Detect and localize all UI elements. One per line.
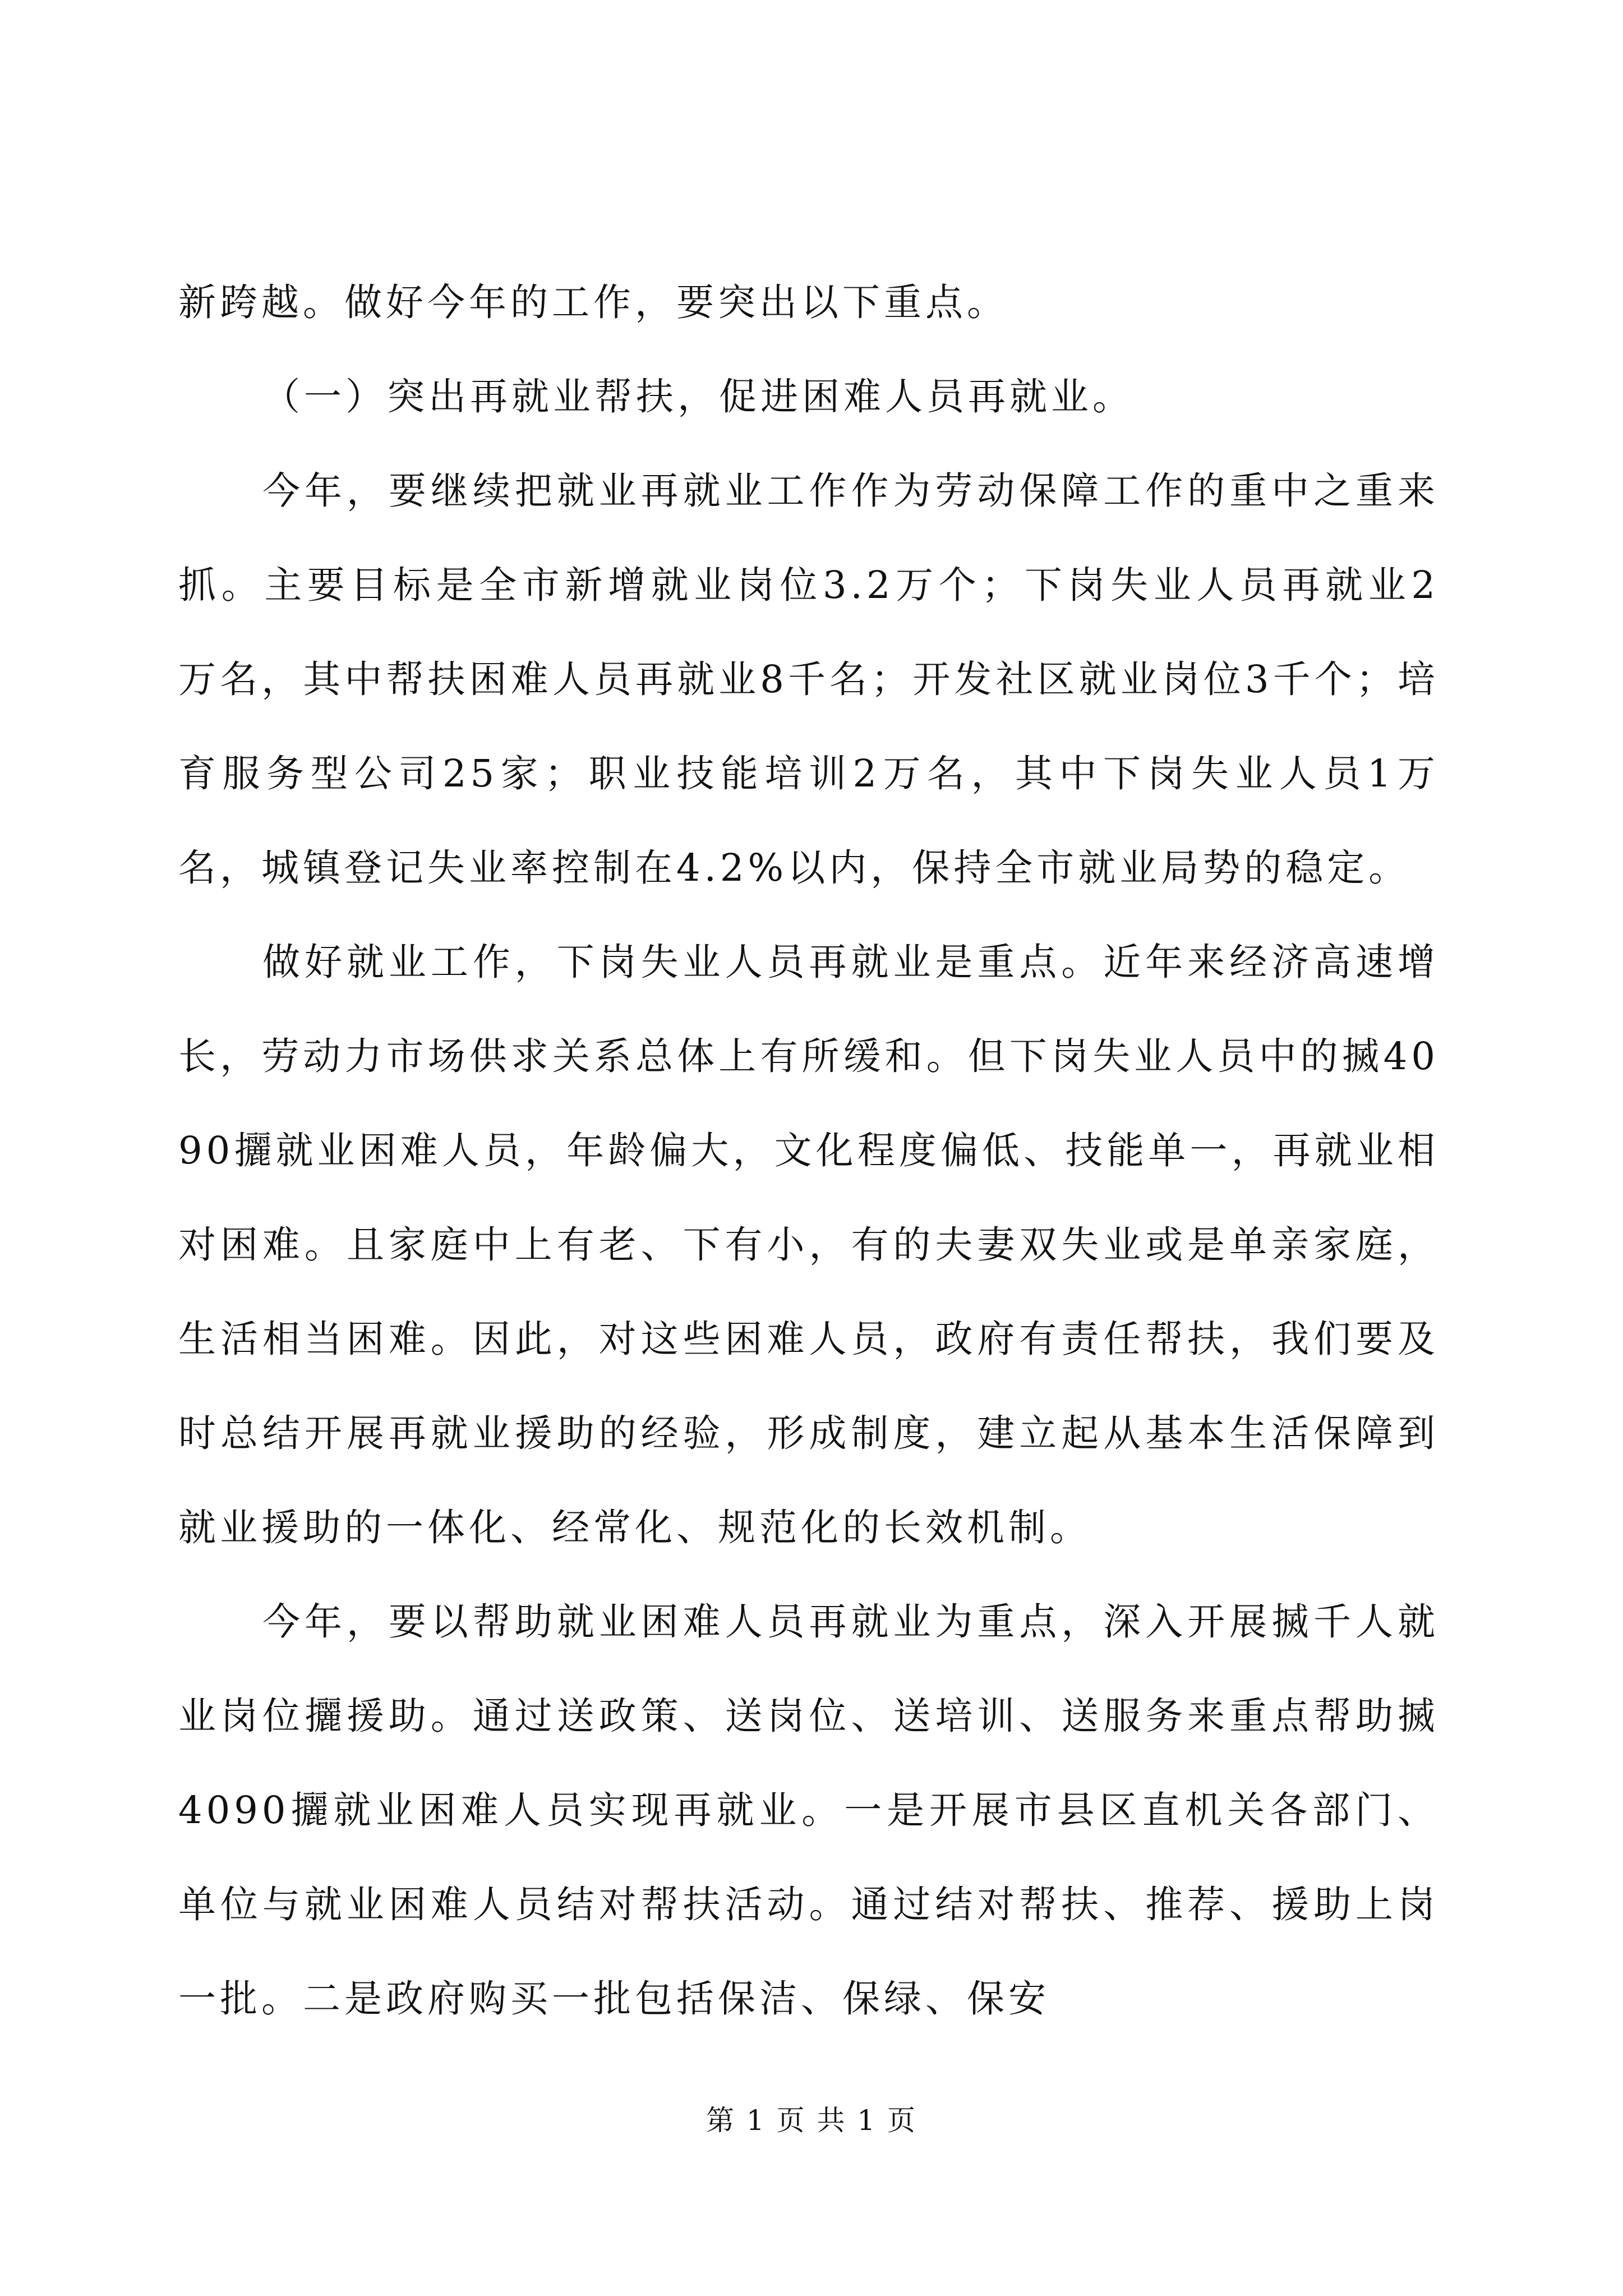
paragraph-continuation: 新跨越。做好今年的工作，要突出以下重点。 (178, 280, 1008, 324)
document-body (178, 255, 1439, 2046)
paragraph-focus: 做好就业工作，下岗失业人员再就业是重点。近年来经济高速增长，劳动力市场供求关系总体上有所缓和。但下岗失业人员中的搣4090攦就业困难人员，年龄偏大，文化程度偏低、技能单一，再就业相对困难。且家庭中上有老、下有小，有的夫妻双失业或是单亲家庭，生活相当困难。因此，对这些困难人员，政府有责任帮扶，我们要及时总结开展再就业援助的经验，形成制度，建立起从基本生活保障到就业援助的一体化、经常化、规范化的长效机制。 (178, 940, 1439, 1549)
paragraph-assistance: 今年，要以帮助就业困难人员再就业为重点，深入开展搣千人就业岗位攦援助。通过送政策、送岗位、送培训、送服务来重点帮助搣4090攦就业困难人员实现再就业。一是开展市县区直机关各部门、单位与就业困难人员结对帮扶活动。通过结对帮扶、推荐、援助上岗一批。二是政府购买一批包括保洁、保绿、保安 (178, 1600, 1439, 2021)
section-heading: （一）突出再就业帮扶，促进困难人员再就业。 (262, 375, 1134, 418)
page-footer: 第 1 页 共 1 页 (706, 2104, 917, 2137)
paragraph-goals: 今年，要继续把就业再就业工作作为劳动保障工作的重中之重来抓。主要目标是全市新增就业岗位3.2万个；下岗失业人员再就业2万名，其中帮扶困难人员再就业8千名；开发社区就业岗位3千个；培育服务型公司25家；职业技能培训2万名，其中下岗失业人员1万名，城镇登记失业率控制在4.2%以内，保持全市就业局势的稳定。 (178, 469, 1439, 890)
